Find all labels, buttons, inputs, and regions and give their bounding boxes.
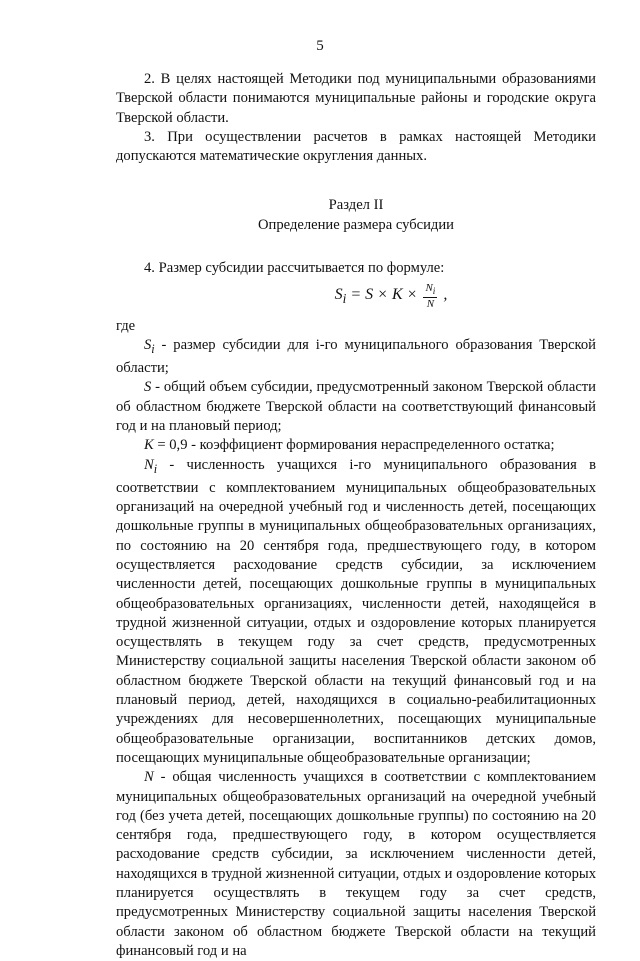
formula-operators: = S × K ×: [346, 286, 422, 304]
section-subtitle: Определение размера субсидии: [258, 216, 454, 233]
where-label: где: [116, 317, 136, 334]
formula-lhs-sub: i: [342, 291, 347, 307]
page-number: 5: [316, 38, 324, 54]
formula-lhs: S: [334, 286, 343, 304]
definition-s: S - общий объем субсидии, предусмотренный законом Тверской области об областном бюджете Тверской области на соответствующий финансовый год и на плановый период;: [116, 379, 596, 434]
formula-tail: ,: [439, 286, 448, 304]
paragraph-4: 4. Размер субсидии рассчитывается по формуле:: [144, 260, 445, 277]
paragraph-2: 2. В целях настоящей Методики под муниципальными образованиями Тверской области понимаются муниципальные районы и городские округа Тверской области.: [116, 71, 596, 126]
definition-si: $S_i$ - размер субсидии для i-го муниципального образования Тверской области;: [116, 336, 596, 377]
definition-ni: $N_i$ - численность учащихся i-го муниципального образования в соответствии с комплектованием муниципальных общеобразовательных организаций на очередной учебный год и численность детей, посещающих дошкольные группы в муниципальных общеобразовательных организациях, по состоянию на 20 сентября года, предшествующего году, в котором осуществляется расходование средств субсидии, за исключением численности детей, посещающих дошкольные группы в муниципальных общеобразовательных организациях, численности детей, находящейся в трудной жизненной ситуации, отдых и оздоровление которых планируется осуществлять в текущем году за счет средств, предусмотренных Министерству социальной защиты населения Тверской области законом об областном бюджете Тверской области на текущий финансовый год и на плановый период, детей, находящихся в социально-реабилитационных учреждениях для несовершеннолетних, посещающих муниципальные общеобразовательные организации, воспитанников детских домов, посещающих муниципальные общеобразовательные организации;: [116, 456, 596, 766]
paragraph-3: 3. При осуществлении расчетов в рамках настоящей Методики допускаются математические округления данных.: [116, 128, 596, 165]
formula-numerator: $N_i$: [425, 281, 436, 296]
subsidy-formula: [116, 278, 596, 316]
section-title: Раздел II: [328, 197, 384, 214]
formula-fraction: [423, 282, 437, 310]
definition-k: K = 0,9 - коэффициент формирования нераспределенного остатка;: [144, 437, 555, 454]
definition-n: N - общая численность учащихся в соответствии с комплектованием муниципальных общеобразовательных организаций на очередной учебный год (без учета детей, посещающих дошкольные группы) по состоянию на 20 сентября года, предшествующего году, в котором осуществляется расходование средств субсидии, за исключением численности детей, находящихся в трудной жизненной ситуации, отдых и оздоровление которых планируется осуществлять в текущем году за счет средств, предусмотренных Министерству социальной защиты населения Тверской области законом об областном бюджете Тверской области на текущий финансовый год и на: [116, 769, 596, 959]
formula-denominator: N: [426, 297, 435, 310]
document-body: [116, 70, 596, 961]
